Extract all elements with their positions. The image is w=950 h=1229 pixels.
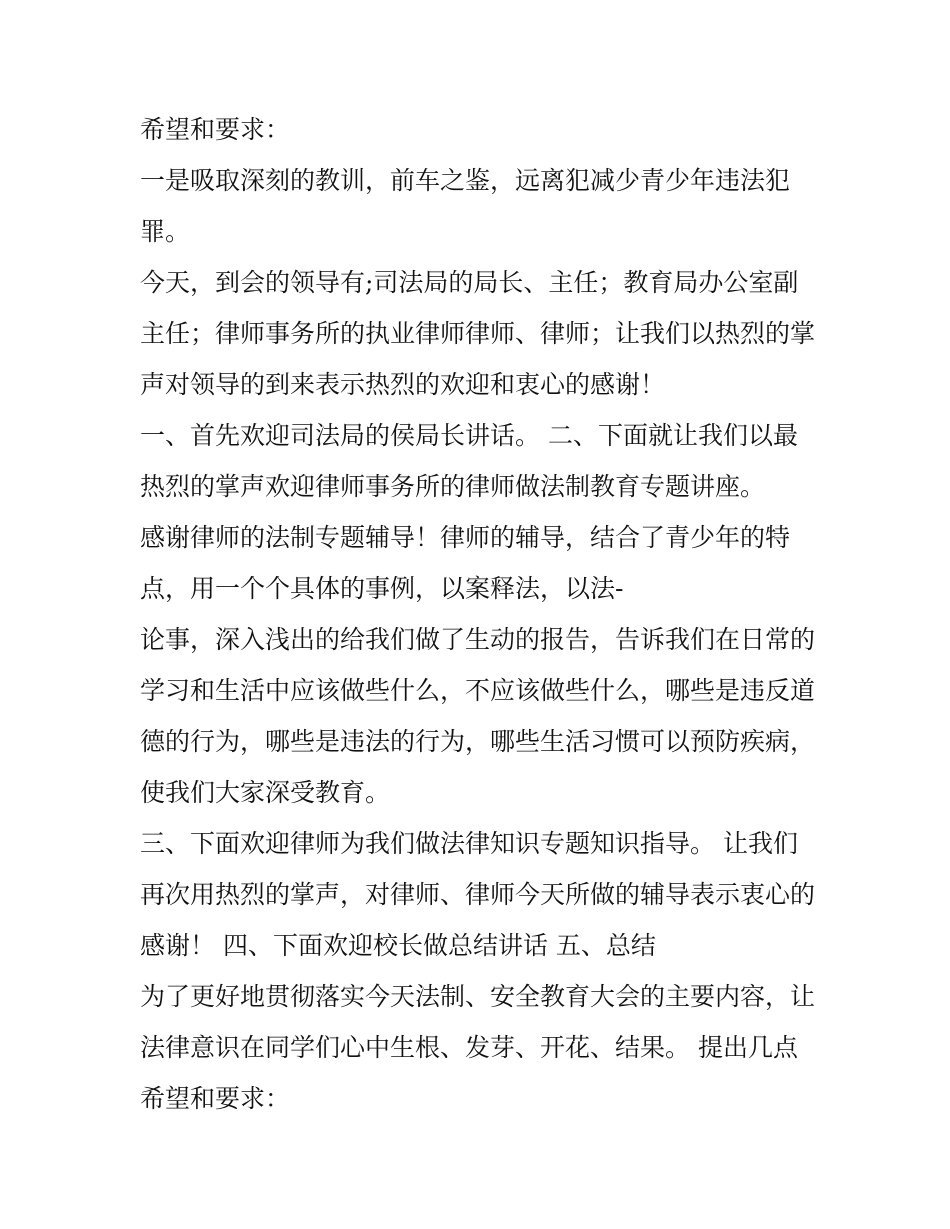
text-line: 三、下面欢迎律师为我们做法律知识专题知识指导。 让我们 — [140, 829, 798, 858]
text-line: 学习和生活中应该做些什么，不应该做些什么，哪些是违反道 — [140, 676, 816, 705]
text-line: 再次用热烈的掌声，对律师、律师今天所做的辅导表示衷心的 — [140, 880, 816, 909]
text-line: 感谢！ 四、下面欢迎校长做总结讲话 五、总结 — [140, 931, 656, 960]
document-body — [140, 104, 830, 1124]
text-line: 罪。 — [140, 217, 191, 246]
text-line: 声对领导的到来表示热烈的欢迎和衷心的感谢！ — [140, 370, 666, 399]
text-line: 希望和要求： — [140, 1084, 291, 1113]
text-line: 希望和要求： — [140, 115, 291, 144]
text-line: 今天，到会的领导有;司法局的局长、主任；教育局办公室副 — [140, 268, 799, 297]
text-line: 主任；律师事务所的执业律师律师、律师；让我们以热烈的掌 — [140, 319, 816, 348]
text-line: 使我们大家深受教育。 — [140, 778, 391, 807]
text-line: 德的行为，哪些是违法的行为，哪些生活习惯可以预防疾病， — [140, 727, 816, 756]
text-line: 法律意识在同学们心中生根、发芽、开花、结果。 提出几点 — [140, 1033, 798, 1062]
text-line: 论事，深入浅出的给我们做了生动的报告，告诉我们在日常的 — [140, 625, 816, 654]
text-line: 为了更好地贯彻落实今天法制、安全教育大会的主要内容，让 — [140, 982, 816, 1011]
text-line: 一是吸取深刻的教训，前车之鉴，远离犯减少青少年违法犯 — [140, 166, 791, 195]
text-line: 感谢律师的法制专题辅导！律师的辅导，结合了青少年的特 — [140, 523, 791, 552]
text-line: 点，用一个个具体的事例，以案释法，以法- — [140, 574, 624, 603]
text-line: 一、首先欢迎司法局的侯局长讲话。 二、下面就让我们以最 — [140, 421, 798, 450]
text-line: 热烈的掌声欢迎律师事务所的律师做法制教育专题讲座。 — [140, 472, 766, 501]
